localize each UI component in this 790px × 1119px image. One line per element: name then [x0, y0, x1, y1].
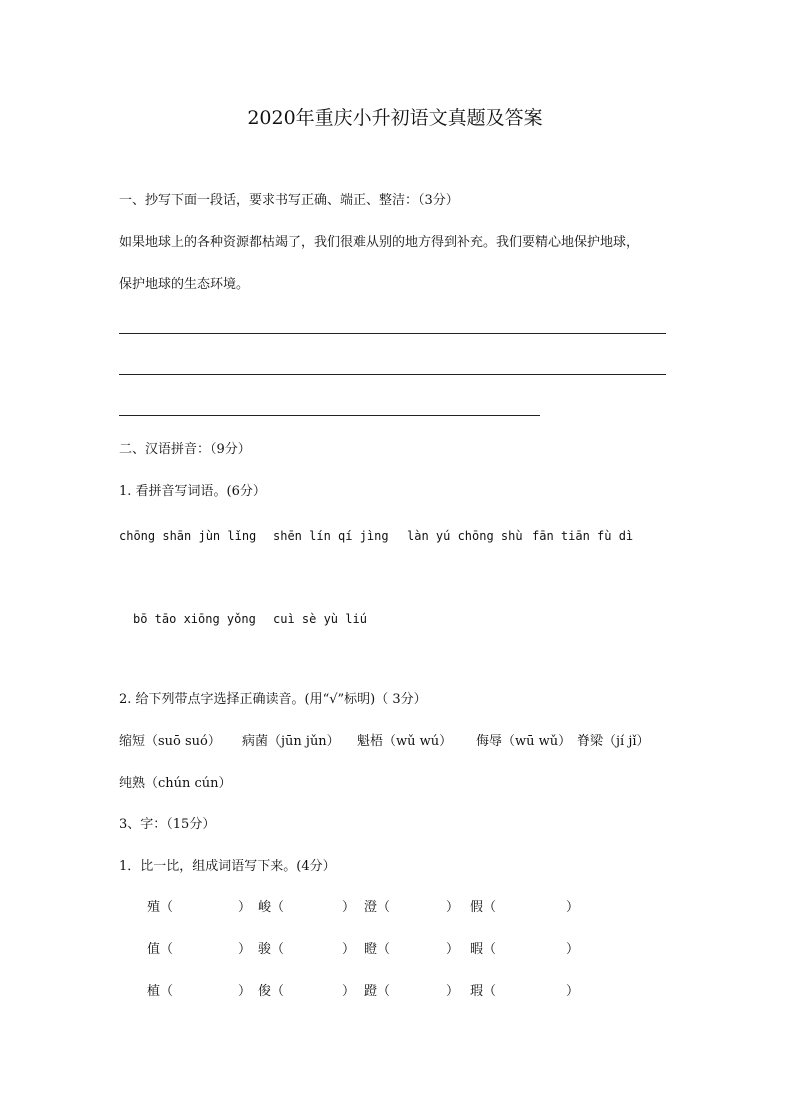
close-paren: ） [566, 984, 580, 999]
compare-question-1-label: 1．比一比，组成词语写下来。(4分） [119, 859, 336, 874]
pinyin-word: fān tiān fù dì [532, 529, 634, 543]
compare-char-blank: 假（ [470, 900, 497, 915]
close-paren: ） [446, 900, 460, 915]
page-title: 2020年重庆小升初语文真题及答案 [247, 107, 543, 129]
compare-char-blank: 暇（ [470, 942, 497, 957]
close-paren: ） [342, 984, 356, 999]
compare-char-blank: 俊（ [258, 984, 285, 999]
section3-heading: 3、字：（15分） [119, 817, 216, 832]
pinyin-word: làn yú chōng shù [407, 529, 523, 543]
compare-char-blank: 瑕（ [470, 984, 497, 999]
close-paren: ） [342, 942, 356, 957]
compare-char-blank: 殖（ [147, 900, 174, 915]
close-paren: ） [342, 900, 356, 915]
pronunciation-item: 侮辱（wū wǔ） [476, 734, 572, 749]
compare-char-blank: 植（ [147, 984, 174, 999]
compare-char-blank: 峻（ [258, 900, 285, 915]
pinyin-question-1-label: 1. 看拼音写词语。(6分） [119, 484, 266, 499]
close-paren: ） [238, 942, 252, 957]
close-paren: ） [238, 984, 252, 999]
close-paren: ） [566, 942, 580, 957]
close-paren: ） [566, 900, 580, 915]
pronunciation-item: 纯熟（chún cún） [119, 776, 232, 791]
passage-line-1: 如果地球上的各种资源都枯竭了，我们很难从别的地方得到补充。我们要精心地保护地球， [119, 235, 640, 250]
section2-heading: 二、汉语拼音：（9分） [119, 442, 251, 457]
compare-char-blank: 骏（ [258, 942, 285, 957]
compare-char-blank: 蹬（ [364, 984, 391, 999]
pronunciation-item: 魁梧（wǔ wú） [357, 734, 453, 749]
section1-heading: 一、抄写下面一段话，要求书写正确、端正、整洁：（3分） [119, 193, 459, 208]
pronunciation-question-2-label: 2. 给下列带点字选择正确读音。(用“√”标明)（ 3分） [119, 692, 427, 707]
pronunciation-item: 脊梁（jí jǐ） [577, 734, 650, 749]
compare-char-blank: 澄（ [364, 900, 391, 915]
close-paren: ） [446, 942, 460, 957]
pinyin-word: shēn lín qí jìng [273, 529, 389, 543]
compare-char-blank: 值（ [147, 942, 174, 957]
writing-line-2 [119, 374, 666, 375]
pinyin-word: cuì sè yù liú [273, 612, 367, 626]
close-paren: ） [446, 984, 460, 999]
pinyin-word: bō tāo xiōng yǒng [133, 612, 256, 626]
pinyin-word: chōng shān jùn lǐng [119, 529, 257, 543]
pronunciation-item: 病菌（jūn jǔn） [242, 734, 340, 749]
passage-line-2: 保护地球的生态环境。 [119, 277, 250, 292]
writing-line-3 [119, 415, 540, 416]
compare-char-blank: 瞪（ [364, 942, 391, 957]
close-paren: ） [238, 900, 252, 915]
writing-line-1 [119, 333, 666, 334]
pronunciation-item: 缩短（suō suó） [119, 734, 221, 749]
